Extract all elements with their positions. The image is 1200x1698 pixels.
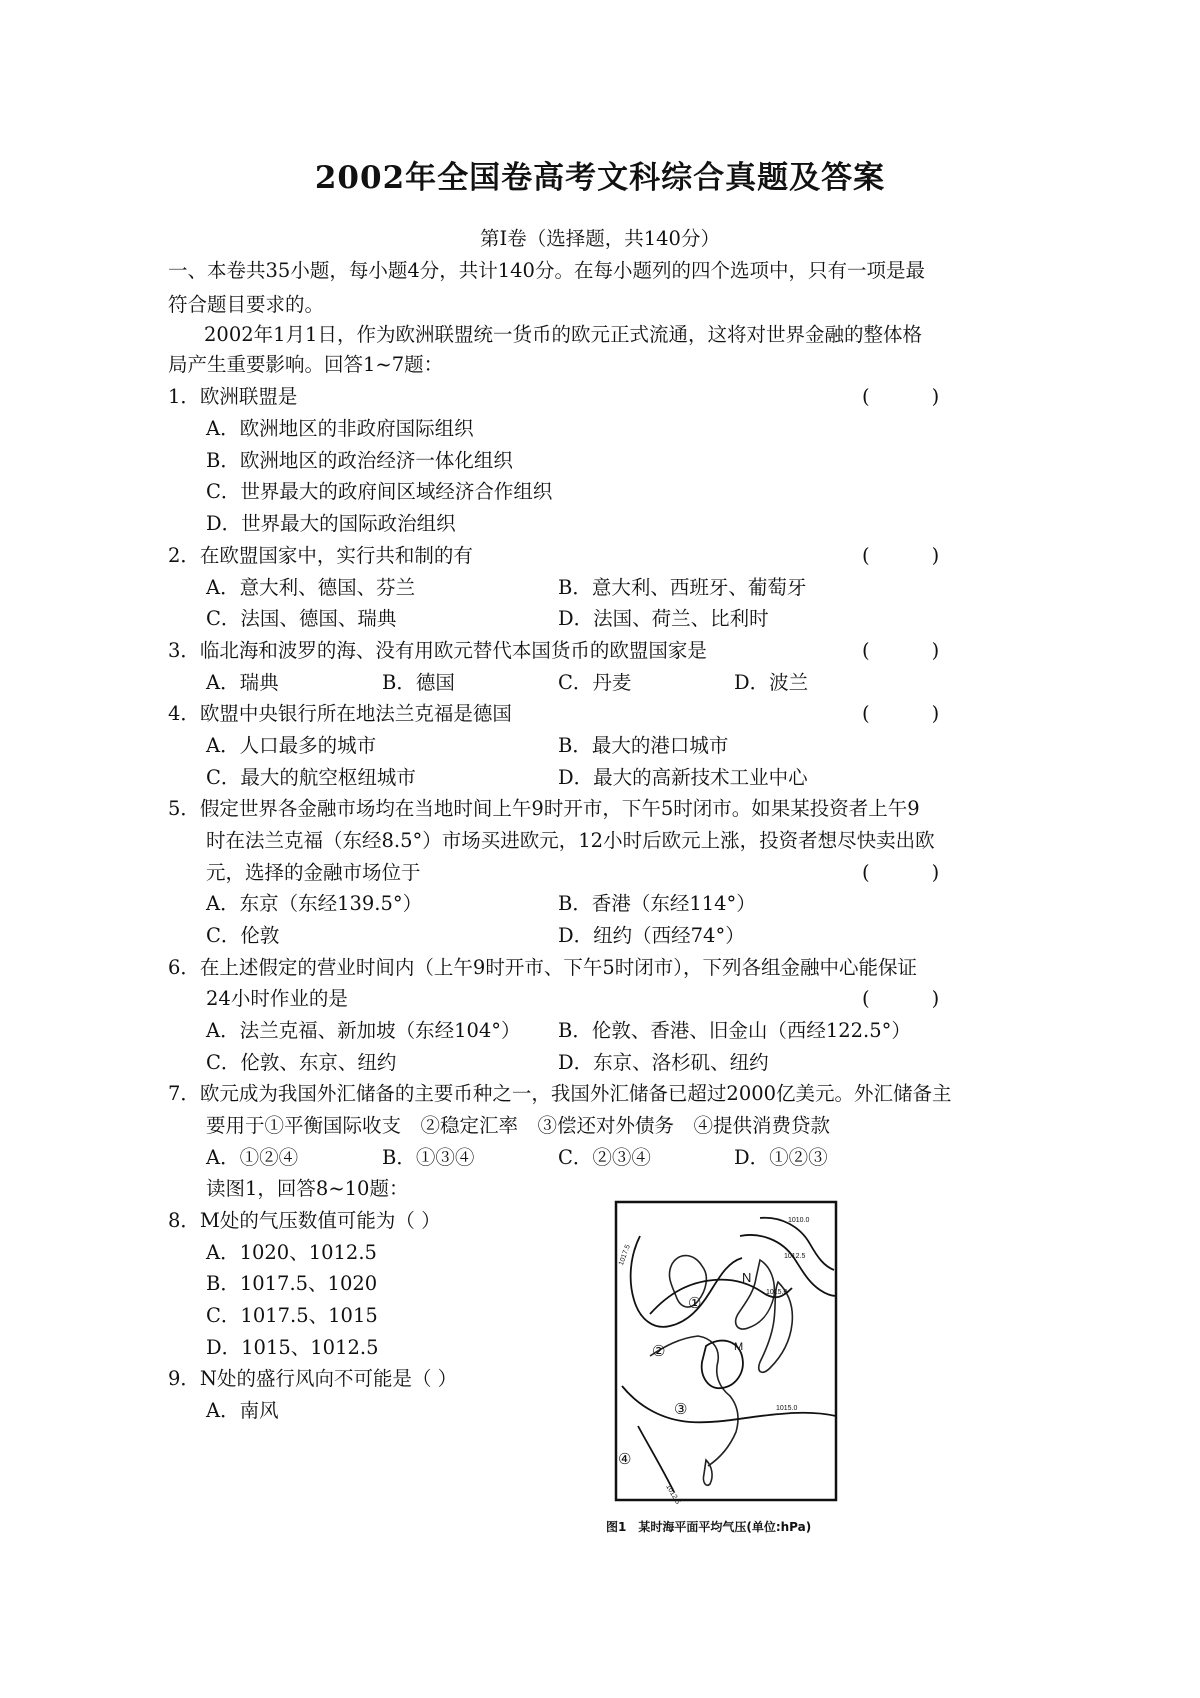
question-8-option-a: A．1020、1012.5 bbox=[206, 1241, 377, 1264]
question-5-option-b: B．香港（东经114°） bbox=[558, 892, 756, 915]
question-5-stem-line-2: 时在法兰克福（东经8.5°）市场买进欧元，12小时后欧元上涨，投资者想尽快卖出欧 bbox=[206, 829, 935, 852]
question-9-option-a: A．南风 bbox=[206, 1399, 279, 1422]
map-intro: 读图1，回答8~10题： bbox=[206, 1177, 409, 1200]
intro-line-1: 2002年1月1日，作为欧洲联盟统一货币的欧元正式流通，这将对世界金融的整体格 bbox=[204, 323, 922, 346]
question-4-option-d: D．最大的高新技术工业中心 bbox=[558, 766, 808, 789]
answer-blank-q2: ( ) bbox=[862, 544, 940, 567]
intro-line-2: 局产生重要影响。回答1~7题： bbox=[168, 353, 444, 376]
question-9-stem: 9．N处的盛行风向不可能是（ ） bbox=[168, 1367, 458, 1390]
question-1-stem: 1．欧洲联盟是 bbox=[168, 385, 298, 408]
region-label-4: ④ bbox=[618, 1451, 632, 1468]
answer-blank-q6: ( ) bbox=[862, 987, 940, 1010]
point-label-m: M bbox=[734, 1341, 744, 1353]
region-label-3: ③ bbox=[674, 1401, 688, 1418]
question-6-option-b: B．伦敦、香港、旧金山（西经122.5°） bbox=[558, 1019, 911, 1042]
answer-blank-q1: ( ) bbox=[862, 385, 940, 408]
isobar-label-1015-upper: 1015.0 bbox=[766, 1289, 788, 1296]
question-6-option-d: D．东京、洛杉矶、纽约 bbox=[558, 1051, 769, 1074]
instructions-line-1: 一、本卷共35小题，每小题4分，共计140分。在每小题列的四个选项中，只有一项是最 bbox=[168, 259, 925, 282]
isobar-label-1017-5: 1017.5 bbox=[617, 1243, 632, 1267]
question-3-option-c: C．丹麦 bbox=[558, 671, 632, 694]
isobar-label-1010: 1010.0 bbox=[788, 1217, 810, 1224]
question-3-stem: 3．临北海和波罗的海、没有用欧元替代本国货币的欧盟国家是 bbox=[168, 639, 707, 662]
question-5-option-c: C．伦敦 bbox=[206, 924, 280, 947]
isobar-map-figure bbox=[610, 1196, 846, 1506]
question-7-option-a: A．①②④ bbox=[206, 1146, 299, 1169]
figure-caption: 图1 某时海平面平均气压(单位:hPa) bbox=[606, 1520, 812, 1534]
question-3-option-a: A．瑞典 bbox=[206, 671, 279, 694]
question-7-stem-line-1: 7．欧元成为我国外汇储备的主要币种之一，我国外汇储备已超过2000亿美元。外汇储备主 bbox=[168, 1082, 952, 1105]
region-label-1: ① bbox=[688, 1295, 702, 1312]
question-8-stem: 8．M处的气压数值可能为（ ） bbox=[168, 1209, 441, 1232]
document-title: 2002年全国卷高考文科综合真题及答案 bbox=[314, 160, 886, 196]
question-6-stem-line-1: 6．在上述假定的营业时间内（上午9时开市、下午5时闭市），下列各组金融中心能保证 bbox=[168, 956, 917, 979]
question-8-option-b: B．1017.5、1020 bbox=[206, 1272, 378, 1295]
section-heading: 第Ⅰ卷（选择题，共140分） bbox=[480, 227, 720, 250]
isobar-label-1015-lower: 1015.0 bbox=[776, 1405, 798, 1412]
question-5-stem-line-1: 5．假定世界各金融市场均在当地时间上午9时开市，下午5时闭市。如果某投资者上午9 bbox=[168, 797, 920, 820]
question-7-option-b: B．①③④ bbox=[382, 1146, 475, 1169]
question-6-option-a: A．法兰克福、新加坡（东经104°） bbox=[206, 1019, 521, 1042]
point-label-n: N bbox=[742, 1270, 752, 1285]
answer-blank-q3: ( ) bbox=[862, 639, 940, 662]
question-2-option-c: C．法国、德国、瑞典 bbox=[206, 607, 397, 630]
question-2-option-d: D．法国、荷兰、比利时 bbox=[558, 607, 769, 630]
question-4-option-a: A．人口最多的城市 bbox=[206, 734, 377, 757]
question-1-option-a: A．欧洲地区的非政府国际组织 bbox=[206, 417, 474, 440]
question-1-option-c: C．世界最大的政府间区域经济合作组织 bbox=[206, 480, 553, 503]
question-5-option-d: D．纽约（西经74°） bbox=[558, 924, 745, 947]
question-7-option-c: C．②③④ bbox=[558, 1146, 651, 1169]
question-5-option-a: A．东京（东经139.5°） bbox=[206, 892, 423, 915]
question-4-option-c: C．最大的航空枢纽城市 bbox=[206, 766, 416, 789]
map-frame bbox=[616, 1202, 836, 1500]
question-7-option-d: D．①②③ bbox=[734, 1146, 828, 1169]
question-4-stem: 4．欧盟中央银行所在地法兰克福是德国 bbox=[168, 702, 512, 725]
question-5-stem-line-3: 元，选择的金融市场位于 bbox=[206, 861, 421, 884]
question-8-option-c: C．1017.5、1015 bbox=[206, 1304, 378, 1327]
question-2-option-a: A．意大利、德国、芬兰 bbox=[206, 576, 416, 599]
isobar-label-1012-5-south: 1012.5 bbox=[664, 1483, 682, 1506]
instructions-line-2: 符合题目要求的。 bbox=[168, 293, 325, 316]
question-1-option-d: D．世界最大的国际政治组织 bbox=[206, 512, 456, 535]
region-label-2: ② bbox=[652, 1343, 666, 1360]
question-7-stem-line-2: 要用于①平衡国际收支 ②稳定汇率 ③偿还对外债务 ④提供消费贷款 bbox=[206, 1114, 831, 1137]
isobar-label-1012-5-north: 1012.5 bbox=[784, 1253, 806, 1260]
question-2-option-b: B．意大利、西班牙、葡萄牙 bbox=[558, 576, 807, 599]
question-6-stem-line-2: 24小时作业的是 bbox=[206, 987, 348, 1010]
answer-blank-q5: ( ) bbox=[862, 861, 940, 884]
question-8-option-d: D．1015、1012.5 bbox=[206, 1336, 379, 1359]
question-2-stem: 2．在欧盟国家中，实行共和制的有 bbox=[168, 544, 473, 567]
answer-blank-q4: ( ) bbox=[862, 702, 940, 725]
question-1-option-b: B．欧洲地区的政治经济一体化组织 bbox=[206, 449, 513, 472]
question-3-option-d: D．波兰 bbox=[734, 671, 809, 694]
question-3-option-b: B．德国 bbox=[382, 671, 455, 694]
question-6-option-c: C．伦敦、东京、纽约 bbox=[206, 1051, 397, 1074]
question-4-option-b: B．最大的港口城市 bbox=[558, 734, 729, 757]
